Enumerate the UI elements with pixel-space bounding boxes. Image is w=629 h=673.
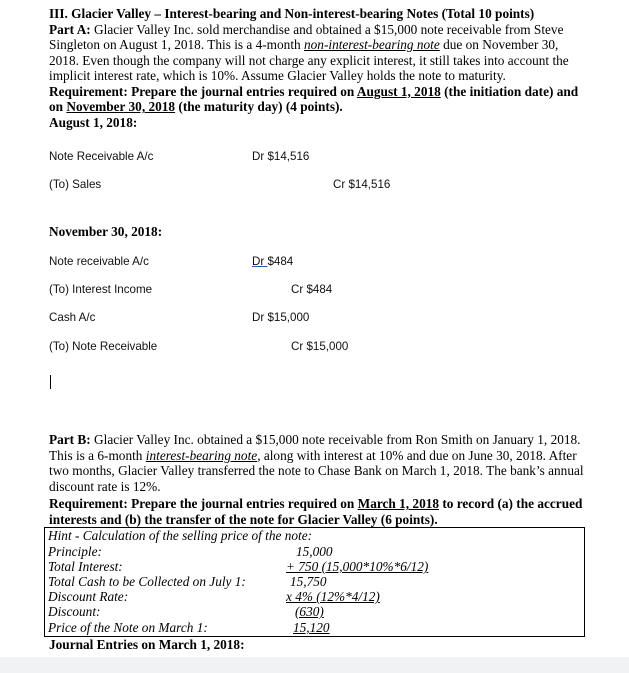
- hint-value-discount: [295, 604, 324, 620]
- hint-value-principle: 15,000: [296, 544, 333, 559]
- nov-entry-1-amount: $484: [267, 255, 294, 268]
- hint-label-total-cash: Total Cash to be Collected on July 1:: [48, 574, 246, 589]
- part-a-emphasis: non-interest-bearing note: [304, 37, 440, 52]
- nov-entry-3-account: Cash A/c: [49, 311, 96, 324]
- part-b-requirement: [49, 496, 589, 527]
- req-a-date-2: November 30, 2018: [66, 99, 176, 114]
- req-a-text-1: Requirement: Prepare the journal entries required on: [49, 83, 357, 99]
- part-a-label: Part A:: [49, 21, 91, 37]
- nov-entry-1-dr: Dr: [252, 255, 268, 268]
- nov-entry-4-account: (To) Note Receivable: [49, 340, 158, 353]
- hint-label-discount: Discount:: [48, 604, 101, 619]
- req-b-text-1: Requirement: Prepare the journal entries required on: [49, 496, 358, 511]
- req-a-text-3: (the maturity day) (4 points).: [175, 99, 343, 114]
- hint-label-interest: Total Interest:: [48, 559, 123, 574]
- hint-value-price: [293, 620, 330, 636]
- aug-entry-2-account: (To) Sales: [49, 178, 102, 191]
- nov-entry-1-account: Note receivable A/c: [49, 255, 149, 268]
- hint-value-price-text: 15,120: [293, 620, 330, 635]
- part-a-paragraph: [49, 22, 589, 84]
- hint-value-total-cash: 15,750: [290, 574, 327, 589]
- hint-value-discount-rate-text: x 4% (12%*4/12): [286, 589, 380, 604]
- hint-label-price: Price of the Note on March 1:: [48, 620, 208, 635]
- aug-entry-1-debit: Dr $14,516: [252, 150, 310, 163]
- nov-entry-4-credit: Cr $15,000: [291, 340, 349, 353]
- part-b-label: Part B:: [49, 432, 91, 447]
- req-a-date-1: August 1, 2018: [356, 83, 441, 99]
- part-a-text-1: Glacier Valley Inc. sold merchandise and obtained a $15,000 note receivable from Steve Singleton on August 1, 2018. This is a 4-month: [49, 21, 564, 52]
- nov-entry-3-debit: Dr $15,000: [252, 311, 310, 324]
- journal-entries-heading: Journal Entries on March 1, 2018:: [49, 637, 245, 652]
- aug-entry-2-credit: Cr $14,516: [333, 178, 391, 191]
- hint-label-discount-rate: Discount Rate:: [48, 589, 129, 604]
- part-b-text-2: , along with interest at 10% and due on June 30, 2018. After two months, Glacier Valley transferred the note to Chase Bank on March 1, 2018. The bank’s annual discount rate is 12%.: [49, 447, 584, 494]
- hint-value-discount-rate: [286, 589, 380, 605]
- august-heading: August 1, 2018:: [49, 114, 138, 130]
- hint-label-principle: Principle:: [48, 544, 102, 559]
- part-a-requirement: [49, 84, 589, 115]
- text-cursor[interactable]: [50, 375, 51, 389]
- part-b-text-1: Glacier Valley Inc. obtained a $15,000 note receivable from Ron Smith on January 1, 2018. This is a 6-month: [49, 432, 581, 463]
- part-b-emphasis: interest-bearing note: [145, 447, 258, 463]
- hint-value-interest-text: + 750 (15,000*10%*6/12): [286, 559, 429, 574]
- req-b-text-2: to record (a) the accrued interests and (b) the transfer of the note for Glacier Valley (6 points).: [49, 496, 583, 527]
- hint-value-interest: [286, 559, 428, 575]
- hint-value-discount-text: (630): [295, 604, 324, 619]
- nov-entry-2-account: (To) Interest Income: [49, 283, 153, 296]
- nov-entry-1-debit: [252, 255, 293, 268]
- nov-entry-2-credit: Cr $484: [291, 283, 333, 296]
- part-a-section: [49, 6, 589, 130]
- req-b-date: March 1, 2018: [357, 496, 440, 511]
- part-a-text-2: due on November 30, 2018. Even though the company will not charge any explicit interest, it still takes into account the implicit interest rate, which is 10%. Assume Glacier Valley holds the note to maturity.: [49, 37, 569, 83]
- section-title: III. Glacier Valley – Interest-bearing and Non-interest-bearing Notes (Total 10 points): [49, 6, 535, 21]
- hint-title: Hint - Calculation of the selling price of the note:: [48, 528, 313, 543]
- part-b-paragraph: [49, 432, 589, 494]
- aug-entry-1-account: Note Receivable A/c: [49, 150, 154, 163]
- november-heading: November 30, 2018:: [49, 224, 163, 239]
- req-a-text-2: (the initiation date) and on: [49, 83, 579, 114]
- part-b-section: [49, 432, 589, 527]
- page-bottom-strip: [0, 657, 629, 673]
